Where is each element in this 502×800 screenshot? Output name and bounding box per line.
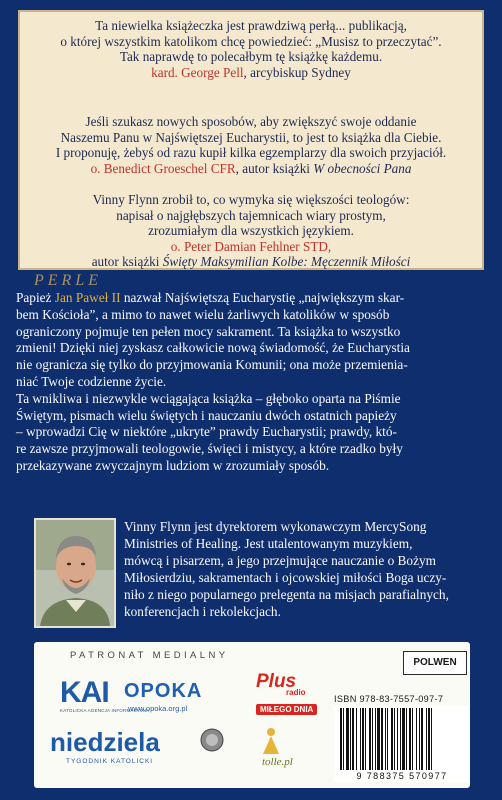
description-line: nie ogranicza się tylko do przyjmowania Komunii; ona może przemienia- bbox=[16, 357, 408, 373]
author-name: o. Benedict Groeschel CFR bbox=[90, 160, 236, 176]
quote-line: zrozumiałym dla wszystkich językiem. bbox=[148, 223, 354, 239]
plus-radio-logo: Plus bbox=[256, 671, 297, 692]
strip-watermark: PERLE bbox=[34, 272, 102, 289]
pope-name: Jan Paweł II bbox=[54, 290, 121, 305]
author-role: autor książki bbox=[91, 254, 163, 270]
quote-line: Jeśli szukasz nowych sposobów, aby zwiększyć swoje oddanie bbox=[85, 114, 417, 129]
quote-line: Naszemu Panu w Najświętszej Eucharystii, to jest to książka dla Ciebie. bbox=[60, 129, 442, 145]
barcode bbox=[334, 706, 470, 780]
description-line: niać Twoje codzienne życie. bbox=[16, 373, 167, 389]
quote-fehlner bbox=[26, 192, 476, 270]
opoka-logo: OPOKA bbox=[124, 680, 203, 702]
author-portrait-icon bbox=[36, 520, 114, 626]
quote-attribution bbox=[26, 161, 476, 177]
quote-attribution bbox=[26, 254, 476, 270]
plus-radio-slogan: MIŁEGO DNIA bbox=[256, 704, 317, 715]
description-line: Papież Jan Paweł II nazwał Najświętszą Eucharystię „największym skar- bbox=[16, 290, 405, 305]
kai-logo: KAI bbox=[60, 676, 109, 709]
description-line: Ta wnikliwa i niezwykle wciągająca książka – głęboko oparta na Piśmie bbox=[16, 390, 401, 406]
quote-line: Ta niewielka książeczka jest prawdziwą perłą... publikacją, bbox=[95, 18, 407, 33]
publisher-logo: POLWEN bbox=[403, 651, 467, 675]
kai-logo-subtitle: KATOLICKA AGENCJA INFORMACYJNA bbox=[60, 708, 150, 713]
quote-line: I proponuję, żebyś od razu kupił kilka egzemplarzy dla swoich przyjaciół. bbox=[55, 145, 447, 161]
quote-line: Tak naprawdę to polecałbym tę książkę każdemu. bbox=[119, 49, 383, 65]
quote-line: o której wszystkim katolikom chcę powiedzieć: „Musisz to przeczytać”. bbox=[60, 33, 442, 49]
niedziela-subtitle: TYGODNIK KATOLICKI bbox=[66, 758, 154, 765]
description-line: bem Kościoła”, a mimo to nawet wielu żarliwych katolików w sposób bbox=[16, 306, 390, 322]
author-role: , arcybiskup Sydney bbox=[243, 64, 351, 80]
niedziela-logo: niedziela bbox=[50, 727, 160, 757]
bio-line: Miłosierdziu, sakramentach i ojcowskiej miłości Boga uczy- bbox=[124, 569, 447, 585]
bio-line: niło z niego popularnego prelegenta na misjach parafialnych, bbox=[124, 586, 449, 602]
quote-line: Vinny Flynn zrobił to, co wymyka się większości teologów: bbox=[92, 192, 410, 207]
barcode-bars-icon bbox=[334, 706, 470, 772]
quotes-panel bbox=[18, 10, 484, 270]
description-line: re zawsze przyjmowali teologowie, święci i mistycy, a które rzadko były bbox=[16, 441, 403, 457]
book-description bbox=[16, 290, 486, 475]
plus-radio-label: radio bbox=[286, 688, 306, 697]
author-role: , autor książki bbox=[235, 160, 314, 176]
niedziela-emblem-icon bbox=[200, 728, 224, 752]
quote-line: napisał o najgłębszych tajemnicach wiary prostym, bbox=[116, 207, 386, 223]
description-line: przekazywane zwyczajnym ludziom w zrozumiały sposób. bbox=[16, 457, 330, 473]
tolle-logo: tolle.pl bbox=[262, 756, 293, 768]
tolle-figure-icon bbox=[258, 726, 284, 758]
author-book: Święty Maksymilian Kolbe: Męczennik Miłości bbox=[162, 254, 411, 270]
description-line: Świętym, pismach wielu świętych i nauczaniu dwóch ostatnich papieży bbox=[16, 407, 397, 423]
bio-line: konferencjach i rekolekcjach. bbox=[124, 603, 281, 619]
quote-pell bbox=[26, 18, 476, 80]
description-line: zmieni! Dzięki niej zyskasz całkowicie nową świadomość, że Eucharystia bbox=[16, 340, 410, 356]
quote-attribution bbox=[26, 65, 476, 81]
description-line: ograniczony pojmuje ten pełen mocy sakrament. Ta książka to wszystko bbox=[16, 323, 401, 339]
patronage-title: PATRONAT MEDIALNY bbox=[70, 650, 229, 661]
opoka-url: www.opoka.org.pl bbox=[128, 704, 188, 713]
bio-line: Vinny Flynn jest dyrektorem wykonawczym MercySong bbox=[124, 519, 427, 534]
author-photo bbox=[34, 518, 116, 628]
quote-groeschel bbox=[26, 114, 476, 176]
bio-line: mówcą i pisarzem, a jego przejmujące nauczanie o Bożym bbox=[124, 552, 436, 568]
isbn-label: ISBN 978-83-7557-097-7 bbox=[334, 694, 444, 704]
author-name: kard. George Pell bbox=[151, 64, 244, 80]
barcode-number: 9 788375 570977 bbox=[334, 771, 470, 782]
author-bio bbox=[124, 519, 449, 620]
author-book: W obecności Pana bbox=[313, 160, 412, 176]
author-name: o. Peter Damian Fehlner STD, bbox=[170, 238, 332, 254]
bio-line: Ministries of Healing. Jest utalentowanym muzykiem, bbox=[124, 535, 413, 551]
description-line: – wprowadzi Cię w niektóre „ukryte” prawdy Eucharystii; prawdy, któ- bbox=[16, 424, 397, 440]
